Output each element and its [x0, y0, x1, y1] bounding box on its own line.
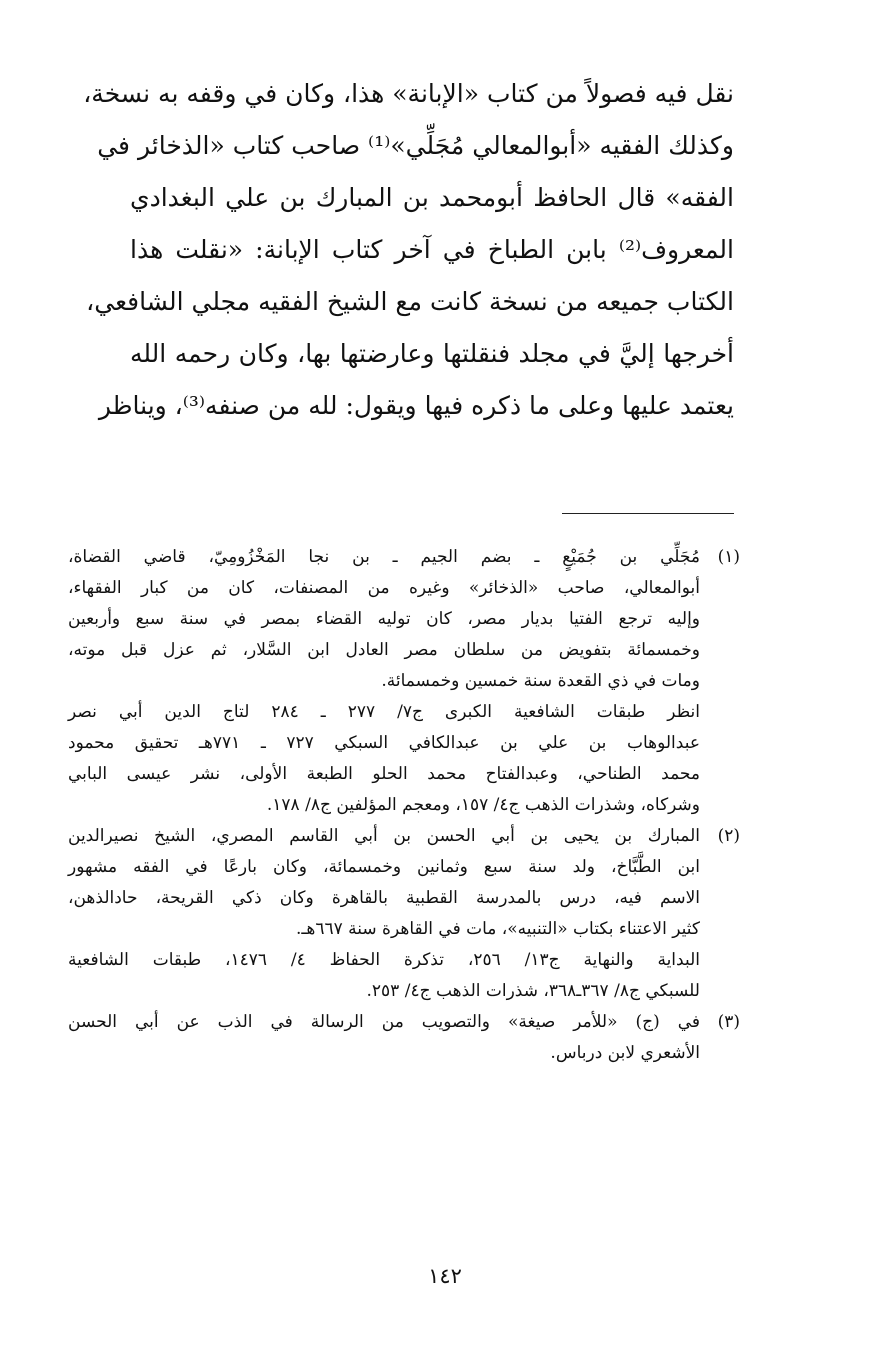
footnote-body — [68, 542, 700, 821]
footnote-divider — [562, 513, 734, 514]
body-line: أخرجها إليَّ في مجلد فنقلتها وعارضتها بها، وكان رحمه الله — [130, 339, 734, 368]
footnote-3 — [68, 1007, 740, 1069]
footnote-line: مُجَلِّي بن جُمَيْعٍ ـ بضم الجيم ـ بن نجا المَخْزُومِيّ، قاضي القضاة، — [68, 547, 700, 567]
footnote-number: (٢) — [717, 826, 740, 846]
main-body-text — [83, 68, 734, 432]
footnote-body — [68, 821, 700, 1007]
footnote-line: ابن الطَّبَّاخ، ولد سنة سبع وثمانين وخمسمائة، وكان بارعًا في الفقه مشهور — [68, 857, 700, 877]
footnote-number: (٣) — [717, 1012, 740, 1032]
footnote-line: الاسم فيه، درس بالمدرسة القطبية بالقاهرة وكان ذكي القريحة، حادالذهن، — [68, 888, 700, 908]
body-line: نقل فيه فصولاً من كتاب «الإبانة» هذا، وكان في وقفه به نسخة، — [83, 79, 734, 108]
footnote-reference-line: البداية والنهاية ج١٣/ ٢٥٦، تذكرة الحفاظ ٤/ ١٤٧٦، طبقات الشافعية — [68, 950, 700, 970]
footnote-1 — [68, 542, 740, 821]
footnote-number: (١) — [717, 547, 740, 567]
footnote-line: وخمسمائة بتفويض من سلطان مصر العادل ابن السَّلار، ثم عزل قبل موته، — [68, 640, 700, 660]
footnote-body — [68, 1007, 700, 1069]
footnote-line: المبارك بن يحيى بن أبي الحسن بن أبي القاسم المصري، الشيخ نصيرالدين — [68, 826, 700, 846]
body-line: الكتاب جميعه من نسخة كانت مع الشيخ الفقيه مجلي الشافعي، — [86, 287, 734, 316]
body-line: وكذلك الفقيه «أبوالمعالي مُجَلِّي»⁽¹⁾ صاحب كتاب «الذخائر في — [97, 131, 734, 160]
footnote-reference-line: وشركاه، وشذرات الذهب ج٤/ ١٥٧، ومعجم المؤلفين ج٨/ ١٧٨. — [266, 795, 700, 815]
footnote-reference-line: انظر طبقات الشافعية الكبرى ج٧/ ٢٧٧ ـ ٢٨٤ لتاج الدين أبي نصر — [68, 702, 700, 722]
body-line: الفقه» قال الحافظ أبومحمد بن المبارك بن علي البغدادي — [130, 183, 734, 212]
footnote-reference-line: عبدالوهاب بن علي بن عبدالكافي السبكي ٧٢٧ ـ ٧٧١هـ تحقيق محمود — [68, 733, 700, 753]
footnote-line: الأشعري لابن درباس. — [550, 1043, 700, 1063]
footnote-line: كثير الاعتناء بكتاب «التنبيه»، مات في القاهرة سنة ٦٦٧هـ. — [296, 919, 700, 939]
footnote-line: في (ج) «للأمر صيغة» والتصويب من الرسالة في الذب عن أبي الحسن — [68, 1012, 700, 1032]
footnote-reference-line: للسبكي ج٨/ ٣٦٧ـ٣٦٨، شذرات الذهب ج٤/ ٢٥٣. — [366, 981, 700, 1001]
body-line: يعتمد عليها وعلى ما ذكره فيها ويقول: لله من صنفه⁽³⁾، ويناظر — [98, 391, 734, 420]
footnote-line: ومات في ذي القعدة سنة خمسين وخمسمائة. — [381, 671, 700, 691]
footnote-line: وإليه ترجع الفتيا بديار مصر، كان توليه القضاء بمصر في سنة سبع وأربعين — [68, 609, 700, 629]
page-number: ١٤٢ — [428, 1264, 462, 1288]
body-line: المعروف⁽²⁾ بابن الطباخ في آخر كتاب الإبانة: «نقلت هذا — [130, 235, 734, 264]
footnotes-section — [68, 542, 740, 1069]
footnote-line: أبوالمعالي، صاحب «الذخائر» وغيره من المصنفات، كان من كبار الفقهاء، — [68, 578, 700, 598]
footnote-reference-line: محمد الطناحي، وعبدالفتاح محمد الحلو الطبعة الأولى، نشر عيسى البابي — [68, 764, 700, 784]
footnote-2 — [68, 821, 740, 1007]
